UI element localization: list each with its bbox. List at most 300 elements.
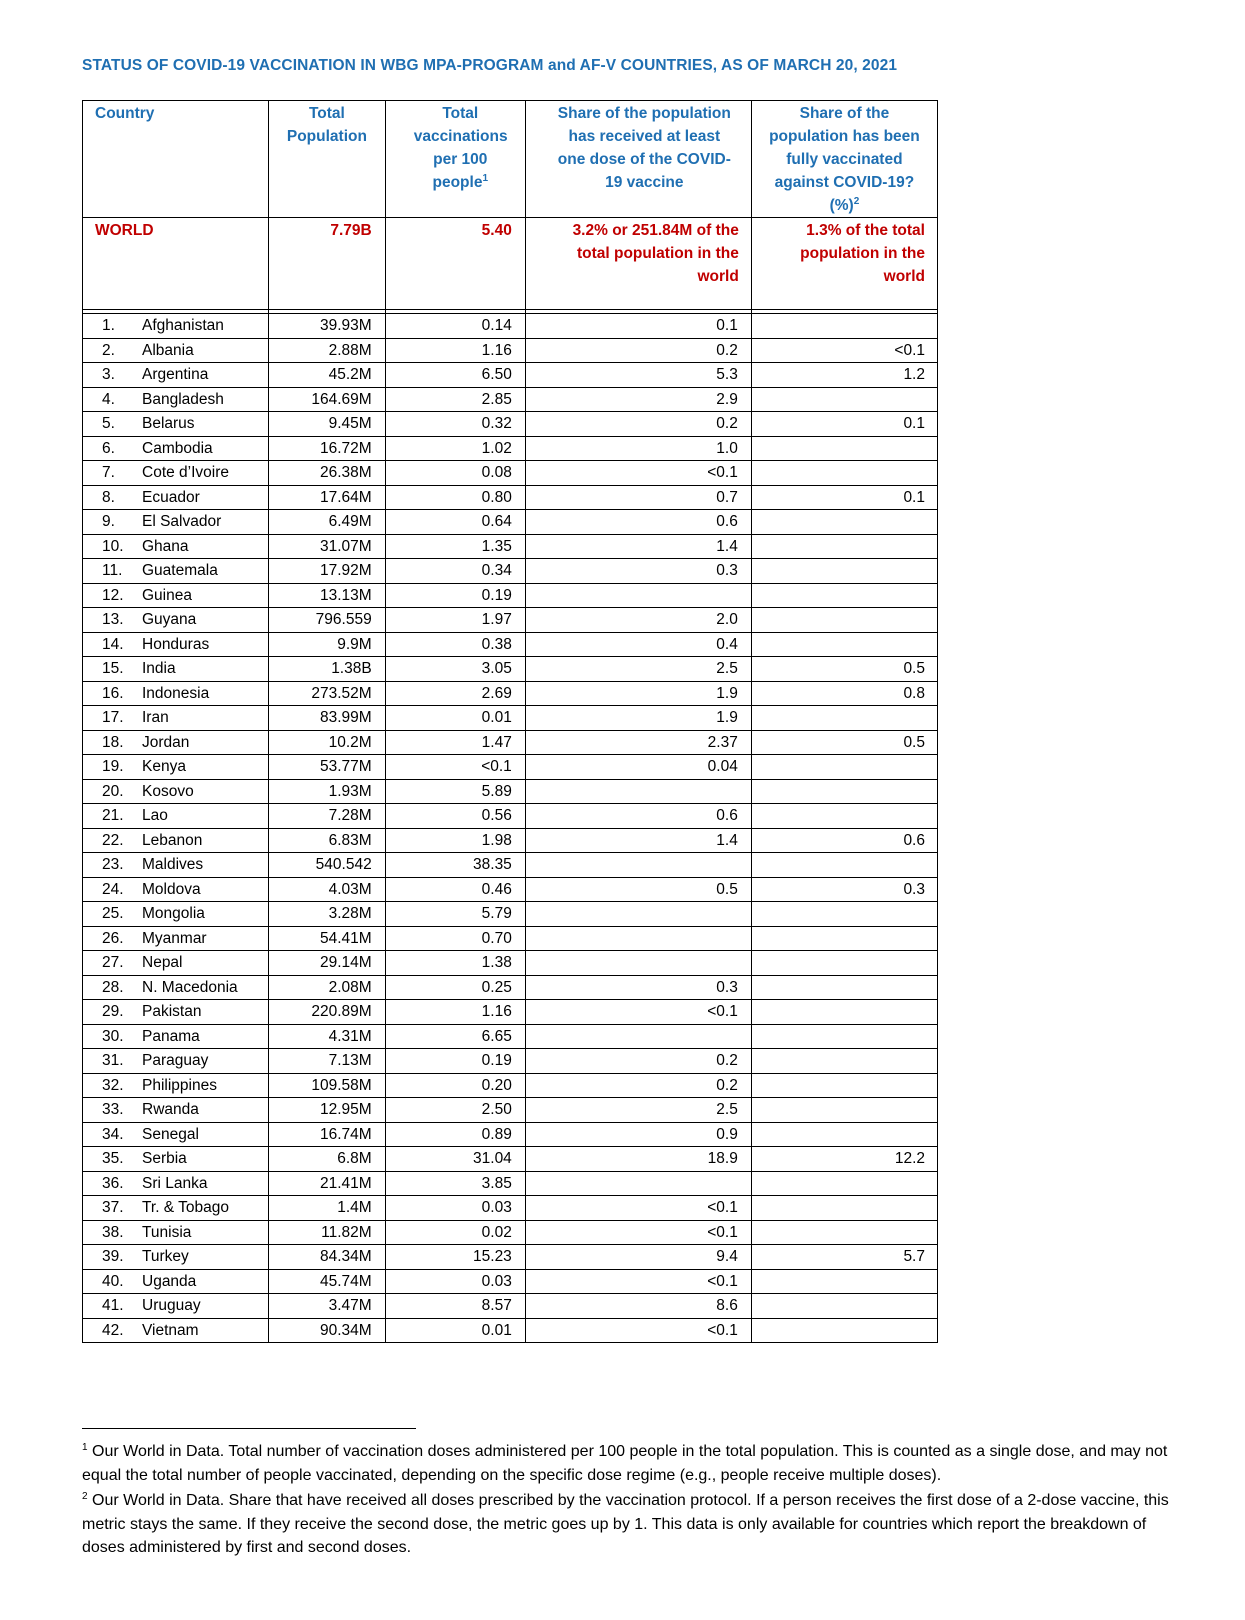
table-row xyxy=(83,534,938,559)
fully-vaccinated-cell xyxy=(751,461,937,486)
one-dose-cell: 9.4 xyxy=(525,1245,751,1270)
country-name: Nepal xyxy=(142,954,183,971)
footnote-mark-2: 2 xyxy=(82,1491,88,1502)
table-row xyxy=(83,485,938,510)
table-row xyxy=(83,1049,938,1074)
country-name: Sri Lanka xyxy=(142,1174,208,1192)
population-cell: 26.38M xyxy=(269,461,386,486)
country-cell xyxy=(83,902,269,927)
vaccinations-cell: 0.01 xyxy=(385,706,525,731)
footnote-ref-2: 2 xyxy=(853,196,860,207)
one-dose-cell: 2.5 xyxy=(525,657,751,682)
page-title: STATUS OF COVID-19 VACCINATION IN WBG MPA-PROGRAM and AF-V COUNTRIES, AS OF MARCH 20, 2021 xyxy=(82,57,898,74)
country-name: Lao xyxy=(142,807,168,824)
population-cell: 4.03M xyxy=(269,877,386,902)
one-dose-cell: <0.1 xyxy=(525,461,751,486)
country-name: Kosovo xyxy=(142,782,194,800)
population-cell: 1.38B xyxy=(269,657,386,682)
country-cell xyxy=(83,583,269,608)
vaccinations-cell: 0.03 xyxy=(385,1269,525,1294)
fully-vaccinated-cell xyxy=(751,1049,937,1074)
population-cell: 7.13M xyxy=(269,1049,386,1074)
table-row xyxy=(83,1171,938,1196)
country-name: Indonesia xyxy=(142,684,210,702)
population-cell: 16.72M xyxy=(269,436,386,461)
row-number: 22. xyxy=(102,831,124,849)
fully-vaccinated-cell xyxy=(751,1269,937,1294)
footnote-1 xyxy=(82,1440,1172,1487)
world-fully-text: 1.3% of the total population in the world xyxy=(800,222,925,285)
row-number: 12. xyxy=(102,586,124,604)
table-row xyxy=(83,730,938,755)
population-cell: 273.52M xyxy=(269,681,386,706)
vaccinations-cell: 6.50 xyxy=(385,363,525,388)
population-cell: 53.77M xyxy=(269,755,386,780)
row-number: 30. xyxy=(102,1027,124,1045)
population-cell: 54.41M xyxy=(269,926,386,951)
header-country: Country xyxy=(83,101,269,218)
one-dose-cell: <0.1 xyxy=(525,1269,751,1294)
fully-vaccinated-cell xyxy=(751,1318,937,1343)
country-cell xyxy=(83,1196,269,1221)
fully-vaccinated-cell: 12.2 xyxy=(751,1147,937,1172)
vaccinations-cell: 38.35 xyxy=(385,853,525,878)
one-dose-cell: 1.9 xyxy=(525,681,751,706)
country-cell xyxy=(83,730,269,755)
country-cell xyxy=(83,1294,269,1319)
one-dose-cell: 1.4 xyxy=(525,534,751,559)
population-cell: 9.45M xyxy=(269,412,386,437)
country-name: Senegal xyxy=(142,1125,199,1143)
country-cell xyxy=(83,1024,269,1049)
fully-vaccinated-cell: 0.1 xyxy=(751,412,937,437)
population-cell: 3.47M xyxy=(269,1294,386,1319)
one-dose-cell: <0.1 xyxy=(525,1000,751,1025)
population-cell: 164.69M xyxy=(269,387,386,412)
vaccinations-cell: 8.57 xyxy=(385,1294,525,1319)
row-number: 37. xyxy=(102,1199,124,1216)
world-vaccinations: 5.40 xyxy=(385,218,525,310)
country-cell xyxy=(83,510,269,535)
header-fully xyxy=(751,101,937,218)
table-row xyxy=(83,632,938,657)
country-name: Albania xyxy=(142,341,194,359)
one-dose-cell: <0.1 xyxy=(525,1220,751,1245)
fully-vaccinated-cell: 0.5 xyxy=(751,657,937,682)
row-number: 29. xyxy=(102,1003,124,1020)
country-name: Tunisia xyxy=(142,1223,192,1241)
vaccinations-cell: 0.64 xyxy=(385,510,525,535)
table-row xyxy=(83,951,938,976)
table-row xyxy=(83,1147,938,1172)
one-dose-cell xyxy=(525,583,751,608)
one-dose-cell: 2.9 xyxy=(525,387,751,412)
country-name: El Salvador xyxy=(142,513,222,530)
vaccinations-cell: <0.1 xyxy=(385,755,525,780)
table-row xyxy=(83,1073,938,1098)
country-cell xyxy=(83,387,269,412)
one-dose-cell: 0.2 xyxy=(525,338,751,363)
vaccination-table xyxy=(82,100,938,1343)
table-row xyxy=(83,338,938,363)
row-number: 39. xyxy=(102,1248,124,1265)
row-number: 35. xyxy=(102,1150,124,1167)
fully-vaccinated-cell xyxy=(751,1294,937,1319)
fully-vaccinated-cell xyxy=(751,583,937,608)
population-cell: 39.93M xyxy=(269,314,386,339)
one-dose-cell xyxy=(525,951,751,976)
country-name: Panama xyxy=(142,1027,200,1045)
one-dose-cell: 2.37 xyxy=(525,730,751,755)
country-cell xyxy=(83,1245,269,1270)
header-fully-label: Share of the population has been fully vaccinated against COVID-19? (%) xyxy=(769,105,920,214)
header-vaccinations xyxy=(385,101,525,218)
vaccinations-cell: 1.16 xyxy=(385,1000,525,1025)
fully-vaccinated-cell: 1.2 xyxy=(751,363,937,388)
country-name: Cote d’Ivoire xyxy=(142,464,230,481)
country-name: Cambodia xyxy=(142,439,213,457)
country-cell xyxy=(83,338,269,363)
one-dose-cell: 0.9 xyxy=(525,1122,751,1147)
table-row xyxy=(83,1024,938,1049)
one-dose-cell xyxy=(525,902,751,927)
population-cell: 2.08M xyxy=(269,975,386,1000)
row-number: 41. xyxy=(102,1297,124,1314)
vaccinations-cell: 0.32 xyxy=(385,412,525,437)
row-number: 15. xyxy=(102,660,124,677)
population-cell: 17.64M xyxy=(269,485,386,510)
fully-vaccinated-cell: <0.1 xyxy=(751,338,937,363)
country-cell xyxy=(83,926,269,951)
vaccinations-cell: 1.16 xyxy=(385,338,525,363)
fully-vaccinated-cell xyxy=(751,755,937,780)
country-cell xyxy=(83,1098,269,1123)
country-cell xyxy=(83,1220,269,1245)
country-cell xyxy=(83,657,269,682)
table-row xyxy=(83,412,938,437)
country-name: Bangladesh xyxy=(142,390,224,408)
table-row xyxy=(83,436,938,461)
fully-vaccinated-cell xyxy=(751,975,937,1000)
row-number: 2. xyxy=(102,341,115,359)
one-dose-cell: 0.5 xyxy=(525,877,751,902)
country-cell xyxy=(83,1000,269,1025)
table-row xyxy=(83,1294,938,1319)
table-row xyxy=(83,779,938,804)
country-cell xyxy=(83,779,269,804)
fully-vaccinated-cell xyxy=(751,779,937,804)
table-row xyxy=(83,1000,938,1025)
country-name: Uganda xyxy=(142,1272,197,1290)
table-row xyxy=(83,314,938,339)
one-dose-cell: 0.2 xyxy=(525,412,751,437)
one-dose-cell: 5.3 xyxy=(525,363,751,388)
vaccinations-cell: 0.89 xyxy=(385,1122,525,1147)
row-number: 7. xyxy=(102,464,115,481)
fully-vaccinated-cell xyxy=(751,951,937,976)
table-row xyxy=(83,853,938,878)
country-name: Honduras xyxy=(142,635,210,653)
one-dose-cell: <0.1 xyxy=(525,1318,751,1343)
table-row xyxy=(83,902,938,927)
row-number: 31. xyxy=(102,1052,124,1069)
country-cell xyxy=(83,608,269,633)
fully-vaccinated-cell xyxy=(751,902,937,927)
fully-vaccinated-cell xyxy=(751,1220,937,1245)
table-row xyxy=(83,1245,938,1270)
one-dose-cell: 18.9 xyxy=(525,1147,751,1172)
row-number: 17. xyxy=(102,709,124,726)
country-name: Guyana xyxy=(142,611,197,628)
table-row xyxy=(83,387,938,412)
one-dose-cell: <0.1 xyxy=(525,1196,751,1221)
table-row xyxy=(83,755,938,780)
row-number: 20. xyxy=(102,782,124,800)
population-cell: 10.2M xyxy=(269,730,386,755)
population-cell: 6.8M xyxy=(269,1147,386,1172)
row-number: 24. xyxy=(102,880,124,898)
country-name: Rwanda xyxy=(142,1101,199,1118)
country-cell xyxy=(83,534,269,559)
table-row xyxy=(83,926,938,951)
one-dose-cell: 0.7 xyxy=(525,485,751,510)
vaccinations-cell: 0.01 xyxy=(385,1318,525,1343)
row-number: 21. xyxy=(102,807,124,824)
vaccinations-cell: 2.69 xyxy=(385,681,525,706)
one-dose-cell xyxy=(525,853,751,878)
table-row xyxy=(83,828,938,853)
header-vaccinations-label: Total vaccinations per 100 people xyxy=(413,105,508,191)
vaccinations-cell: 2.50 xyxy=(385,1098,525,1123)
country-name: India xyxy=(142,660,176,677)
country-name: Lebanon xyxy=(142,831,203,849)
footnote-2 xyxy=(82,1489,1172,1560)
country-cell xyxy=(83,951,269,976)
fully-vaccinated-cell xyxy=(751,534,937,559)
population-cell: 7.28M xyxy=(269,804,386,829)
country-cell xyxy=(83,1073,269,1098)
table-row xyxy=(83,1269,938,1294)
country-cell xyxy=(83,485,269,510)
population-cell: 31.07M xyxy=(269,534,386,559)
one-dose-cell: 1.4 xyxy=(525,828,751,853)
population-cell: 90.34M xyxy=(269,1318,386,1343)
population-cell: 1.4M xyxy=(269,1196,386,1221)
population-cell: 45.74M xyxy=(269,1269,386,1294)
vaccinations-cell: 3.05 xyxy=(385,657,525,682)
fully-vaccinated-cell xyxy=(751,1196,937,1221)
row-number: 18. xyxy=(102,733,124,751)
world-population: 7.79B xyxy=(269,218,386,310)
table-row xyxy=(83,975,938,1000)
fully-vaccinated-cell: 0.1 xyxy=(751,485,937,510)
vaccinations-cell: 1.47 xyxy=(385,730,525,755)
header-row xyxy=(83,101,938,218)
vaccinations-cell: 0.14 xyxy=(385,314,525,339)
one-dose-cell xyxy=(525,1024,751,1049)
country-name: Belarus xyxy=(142,415,195,432)
country-name: Tr. & Tobago xyxy=(142,1199,230,1216)
vaccinations-cell: 2.85 xyxy=(385,387,525,412)
world-row xyxy=(83,218,938,310)
country-name: Ghana xyxy=(142,537,189,555)
population-cell: 220.89M xyxy=(269,1000,386,1025)
table-row xyxy=(83,461,938,486)
population-cell: 109.58M xyxy=(269,1073,386,1098)
table-row xyxy=(83,681,938,706)
vaccinations-cell: 31.04 xyxy=(385,1147,525,1172)
table-row xyxy=(83,559,938,584)
footnote-separator xyxy=(82,1428,416,1429)
population-cell: 29.14M xyxy=(269,951,386,976)
country-name: Guatemala xyxy=(142,562,218,579)
one-dose-cell: 0.6 xyxy=(525,804,751,829)
fully-vaccinated-cell xyxy=(751,608,937,633)
fully-vaccinated-cell xyxy=(751,559,937,584)
one-dose-cell: 0.2 xyxy=(525,1073,751,1098)
world-one-dose-text: 3.2% or 251.84M of the total population in the world xyxy=(572,222,739,285)
row-number: 27. xyxy=(102,954,124,971)
table-row xyxy=(83,657,938,682)
country-name: Uruguay xyxy=(142,1297,201,1314)
fully-vaccinated-cell xyxy=(751,1073,937,1098)
table-row xyxy=(83,1122,938,1147)
country-name: Serbia xyxy=(142,1150,187,1167)
fully-vaccinated-cell xyxy=(751,1024,937,1049)
country-name: N. Macedonia xyxy=(142,978,238,996)
one-dose-cell: 0.6 xyxy=(525,510,751,535)
table-row xyxy=(83,608,938,633)
one-dose-cell: 0.3 xyxy=(525,975,751,1000)
row-number: 13. xyxy=(102,611,124,628)
country-cell xyxy=(83,853,269,878)
vaccinations-cell: 5.79 xyxy=(385,902,525,927)
vaccinations-cell: 0.70 xyxy=(385,926,525,951)
table-row xyxy=(83,1098,938,1123)
fully-vaccinated-cell xyxy=(751,510,937,535)
table-row xyxy=(83,1318,938,1343)
country-cell xyxy=(83,804,269,829)
world-label: WORLD xyxy=(83,218,269,310)
country-name: Guinea xyxy=(142,586,192,604)
footnotes xyxy=(82,1440,1172,1562)
population-cell: 83.99M xyxy=(269,706,386,731)
vaccinations-cell: 5.89 xyxy=(385,779,525,804)
population-cell: 9.9M xyxy=(269,632,386,657)
header-one-dose xyxy=(525,101,751,218)
row-number: 14. xyxy=(102,635,124,653)
vaccinations-cell: 1.98 xyxy=(385,828,525,853)
row-number: 3. xyxy=(102,366,115,383)
one-dose-cell: 2.0 xyxy=(525,608,751,633)
vaccinations-cell: 1.97 xyxy=(385,608,525,633)
fully-vaccinated-cell: 0.5 xyxy=(751,730,937,755)
country-cell xyxy=(83,1318,269,1343)
population-cell: 16.74M xyxy=(269,1122,386,1147)
vaccinations-cell: 0.19 xyxy=(385,1049,525,1074)
row-number: 25. xyxy=(102,905,124,922)
country-cell xyxy=(83,706,269,731)
fully-vaccinated-cell xyxy=(751,632,937,657)
country-name: Ecuador xyxy=(142,488,200,506)
country-cell xyxy=(83,461,269,486)
country-name: Moldova xyxy=(142,880,201,898)
fully-vaccinated-cell xyxy=(751,1122,937,1147)
row-number: 9. xyxy=(102,513,115,530)
population-cell: 84.34M xyxy=(269,1245,386,1270)
one-dose-cell: 0.04 xyxy=(525,755,751,780)
fully-vaccinated-cell xyxy=(751,1098,937,1123)
row-number: 32. xyxy=(102,1076,124,1094)
one-dose-cell: 0.4 xyxy=(525,632,751,657)
row-number: 34. xyxy=(102,1125,124,1143)
fully-vaccinated-cell: 0.3 xyxy=(751,877,937,902)
country-cell xyxy=(83,1049,269,1074)
vaccinations-cell: 1.35 xyxy=(385,534,525,559)
country-name: Argentina xyxy=(142,366,209,383)
vaccinations-cell: 0.19 xyxy=(385,583,525,608)
population-cell: 796.559 xyxy=(269,608,386,633)
row-number: 8. xyxy=(102,488,115,506)
one-dose-cell: 0.2 xyxy=(525,1049,751,1074)
table-row xyxy=(83,804,938,829)
row-number: 42. xyxy=(102,1321,124,1339)
world-fully xyxy=(751,218,937,310)
country-name: Mongolia xyxy=(142,905,205,922)
fully-vaccinated-cell xyxy=(751,804,937,829)
country-name: Kenya xyxy=(142,758,186,775)
table-row xyxy=(83,1220,938,1245)
fully-vaccinated-cell xyxy=(751,926,937,951)
vaccinations-cell: 1.38 xyxy=(385,951,525,976)
country-cell xyxy=(83,1122,269,1147)
population-cell: 17.92M xyxy=(269,559,386,584)
vaccinations-cell: 0.46 xyxy=(385,877,525,902)
country-name: Jordan xyxy=(142,733,190,751)
table-row xyxy=(83,1196,938,1221)
vaccinations-cell: 0.25 xyxy=(385,975,525,1000)
country-name: Iran xyxy=(142,709,169,726)
one-dose-cell: 1.0 xyxy=(525,436,751,461)
population-cell: 12.95M xyxy=(269,1098,386,1123)
country-cell xyxy=(83,975,269,1000)
row-number: 26. xyxy=(102,929,124,947)
row-number: 5. xyxy=(102,415,115,432)
population-cell: 540.542 xyxy=(269,853,386,878)
country-cell xyxy=(83,755,269,780)
population-cell: 21.41M xyxy=(269,1171,386,1196)
row-number: 10. xyxy=(102,537,124,555)
population-cell: 6.83M xyxy=(269,828,386,853)
one-dose-cell xyxy=(525,1171,751,1196)
population-cell: 4.31M xyxy=(269,1024,386,1049)
country-cell xyxy=(83,1147,269,1172)
row-number: 1. xyxy=(102,317,115,334)
fully-vaccinated-cell xyxy=(751,853,937,878)
country-name: Myanmar xyxy=(142,929,207,947)
row-number: 16. xyxy=(102,684,124,702)
country-name: Maldives xyxy=(142,856,204,873)
one-dose-cell: 8.6 xyxy=(525,1294,751,1319)
row-number: 4. xyxy=(102,390,115,408)
footnote-mark-1: 1 xyxy=(82,1442,88,1453)
country-name: Afghanistan xyxy=(142,317,224,334)
one-dose-cell: 1.9 xyxy=(525,706,751,731)
country-cell xyxy=(83,632,269,657)
country-cell xyxy=(83,436,269,461)
one-dose-cell: 2.5 xyxy=(525,1098,751,1123)
vaccinations-cell: 0.08 xyxy=(385,461,525,486)
